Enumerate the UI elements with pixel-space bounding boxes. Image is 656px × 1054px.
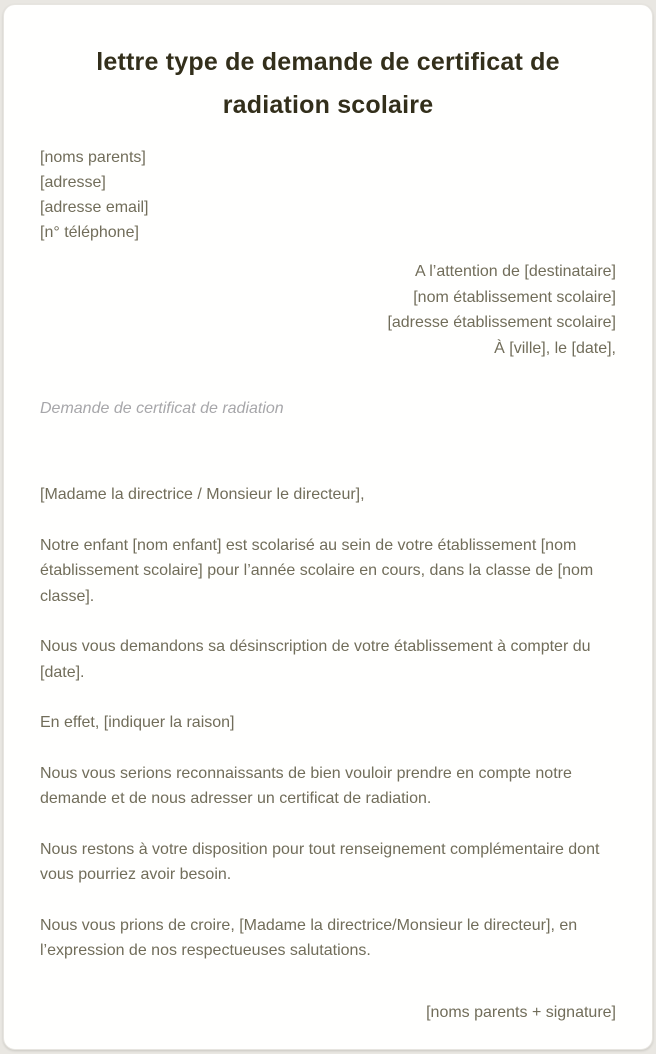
- paragraph-closing: Nous vous prions de croire, [Madame la directrice/Monsieur le directeur], en l’expression de nos respectueuses salutations.: [40, 916, 578, 959]
- sender-names: [noms parents]: [40, 149, 146, 166]
- subject-line: Demande de certificat de radiation: [40, 400, 284, 417]
- signature-line: [noms parents + signature]: [426, 1003, 616, 1021]
- recipient-block: [40, 259, 616, 361]
- letter-title: lettre type de demande de certificat de radiation scolaire: [96, 48, 560, 119]
- sender-phone: [n° téléphone]: [40, 224, 139, 241]
- sender-address: [adresse]: [40, 174, 106, 191]
- sender-block: [40, 145, 616, 245]
- paragraph-certificate-request: Nous vous serions reconnaissants de bien vouloir prendre en compte notre demande et de nous adresser un certificat de radiation.: [40, 764, 572, 807]
- paragraph-enrollment: Notre enfant [nom enfant] est scolarisé au sein de votre établissement [nom établissement scolaire] pour l’année scolaire en cours, dans la classe de [nom classe].: [40, 536, 594, 605]
- recipient-place-date: À [ville], le [date],: [494, 339, 616, 357]
- paragraph-availability: Nous restons à votre disposition pour tout renseignement complémentaire dont vous pourriez avoir besoin.: [40, 840, 600, 883]
- paragraph-reason: En effet, [indiquer la raison]: [40, 714, 235, 731]
- letter-card: [3, 4, 653, 1050]
- paragraph-deregistration-request: Nous vous demandons sa désinscription de votre établissement à compter du [date].: [40, 638, 591, 681]
- salutation: [Madame la directrice / Monsieur le directeur],: [40, 486, 365, 503]
- recipient-attention: A l’attention de [destinataire]: [414, 263, 616, 280]
- recipient-school-address: [adresse établissement scolaire]: [387, 314, 616, 331]
- recipient-school-name: [nom établissement scolaire]: [413, 288, 616, 306]
- sender-email: [adresse email]: [40, 199, 149, 216]
